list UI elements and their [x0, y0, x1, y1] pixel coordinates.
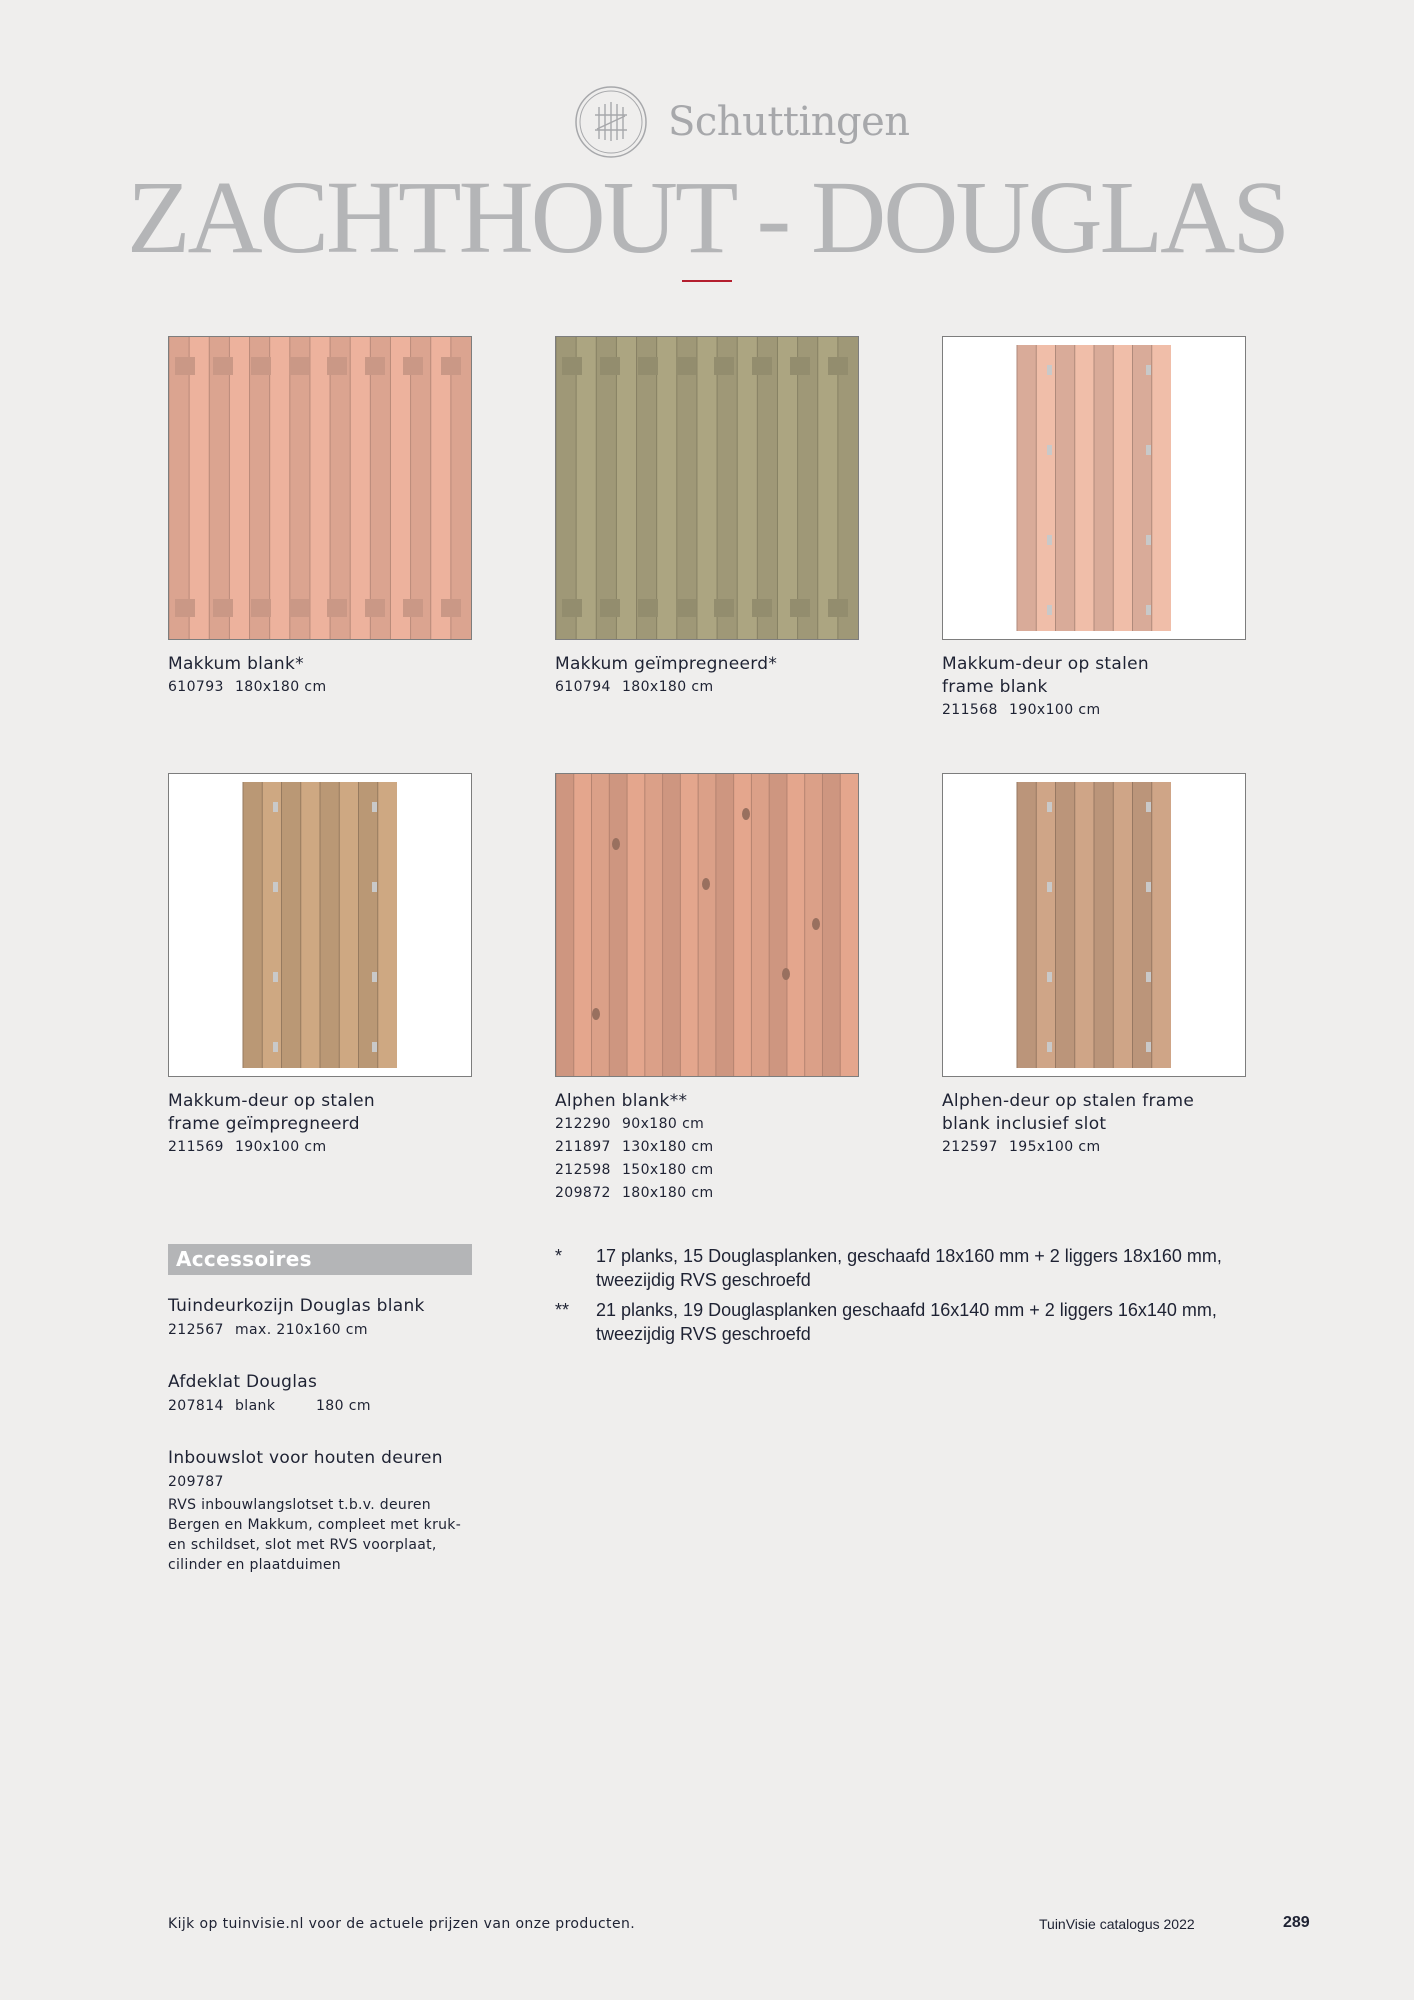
product-line	[168, 676, 472, 699]
accessory-item	[168, 1446, 472, 1575]
section-header	[574, 84, 910, 160]
product-line	[942, 699, 1246, 722]
section-label: Schuttingen	[668, 99, 910, 145]
product-image	[555, 773, 859, 1077]
product-name: Makkum-deur op stalen frame geïmpregneerd	[168, 1091, 375, 1134]
accessory-code: 212567	[168, 1322, 224, 1338]
product-size: 195x100 cm	[1009, 1139, 1101, 1155]
product-line	[555, 1182, 859, 1205]
product-line	[555, 676, 859, 699]
product-image	[942, 336, 1246, 640]
product-size: 190x100 cm	[1009, 702, 1101, 718]
product-card	[555, 773, 859, 1205]
product-image	[168, 336, 472, 640]
product-line	[942, 1136, 1246, 1159]
product-image	[555, 336, 859, 640]
product-size: 190x100 cm	[235, 1139, 327, 1155]
product-card	[168, 336, 472, 699]
product-code: 211568	[942, 702, 998, 718]
accessory-line	[168, 1395, 472, 1417]
accessories-section	[168, 1244, 472, 1575]
product-size: 180x180 cm	[622, 1185, 714, 1201]
product-code: 610793	[168, 679, 224, 695]
accessory-size: 180 cm	[316, 1398, 371, 1414]
product-name: Alphen-deur op stalen frame blank inclusief slot	[942, 1091, 1195, 1134]
product-size: 150x180 cm	[622, 1162, 714, 1178]
page-number: 289	[1283, 1914, 1310, 1931]
footnote-mark: **	[555, 1300, 570, 1320]
product-name: Makkum geïmpregneerd*	[555, 654, 778, 674]
product-code: 209872	[555, 1185, 611, 1201]
accessories-heading: Accessoires	[168, 1244, 472, 1275]
product-line	[555, 1159, 859, 1182]
product-code: 212290	[555, 1116, 611, 1132]
accessory-line	[168, 1471, 472, 1493]
footnote	[555, 1244, 1255, 1292]
accessory-name: Afdeklat Douglas	[168, 1372, 318, 1392]
product-line	[555, 1113, 859, 1136]
footnotes	[555, 1244, 1255, 1352]
product-card	[168, 773, 472, 1159]
accessory-size: max. 210x160 cm	[235, 1322, 368, 1338]
footnote-text: 21 planks, 19 Douglasplanken geschaafd 16x140 mm + 2 liggers 16x140 mm, tweezijdig RVS geschroefd	[596, 1300, 1217, 1344]
product-image	[168, 773, 472, 1077]
product-code: 212597	[942, 1139, 998, 1155]
page-title: ZACHTHOUT - DOUGLAS	[126, 160, 1288, 275]
product-code: 211569	[168, 1139, 224, 1155]
accessory-item	[168, 1294, 472, 1341]
accessory-code: 209787	[168, 1474, 224, 1490]
product-code: 212598	[555, 1162, 611, 1178]
product-size: 180x180 cm	[235, 679, 327, 695]
product-card	[555, 336, 859, 699]
footer-note: Kijk op tuinvisie.nl voor de actuele prijzen van onze producten.	[168, 1916, 636, 1932]
product-line	[555, 1136, 859, 1159]
product-code: 211897	[555, 1139, 611, 1155]
product-code: 610794	[555, 679, 611, 695]
accessory-item	[168, 1370, 472, 1417]
footnote	[555, 1298, 1255, 1346]
product-name: Makkum-deur op stalen frame blank	[942, 654, 1149, 697]
product-card	[942, 773, 1246, 1159]
footnote-text: 17 planks, 15 Douglasplanken, geschaafd 18x160 mm + 2 liggers 18x160 mm, tweezijdig RVS geschroefd	[596, 1246, 1222, 1290]
product-name: Makkum blank*	[168, 654, 304, 674]
fence-icon	[574, 85, 648, 159]
accessory-line	[168, 1319, 472, 1341]
product-size: 180x180 cm	[622, 679, 714, 695]
product-line	[168, 1136, 472, 1159]
accessory-description: RVS inbouwlangslotset t.b.v. deuren Bergen en Makkum, compleet met kruk- en schildset, slot met RVS voorplaat, cilinder en plaatduimen	[168, 1497, 462, 1573]
product-size: 90x180 cm	[622, 1116, 705, 1132]
product-size: 130x180 cm	[622, 1139, 714, 1155]
accessory-name: Tuindeurkozijn Douglas blank	[168, 1296, 425, 1316]
product-image	[942, 773, 1246, 1077]
product-card	[942, 336, 1246, 722]
catalog-name: TuinVisie catalogus 2022	[1039, 1916, 1195, 1932]
accessory-code: 207814	[168, 1398, 224, 1414]
accessory-name: Inbouwslot voor houten deuren	[168, 1448, 443, 1468]
title-divider	[682, 280, 732, 282]
product-name: Alphen blank**	[555, 1091, 688, 1111]
footnote-mark: *	[555, 1246, 563, 1266]
accessory-variant: blank	[235, 1398, 276, 1414]
